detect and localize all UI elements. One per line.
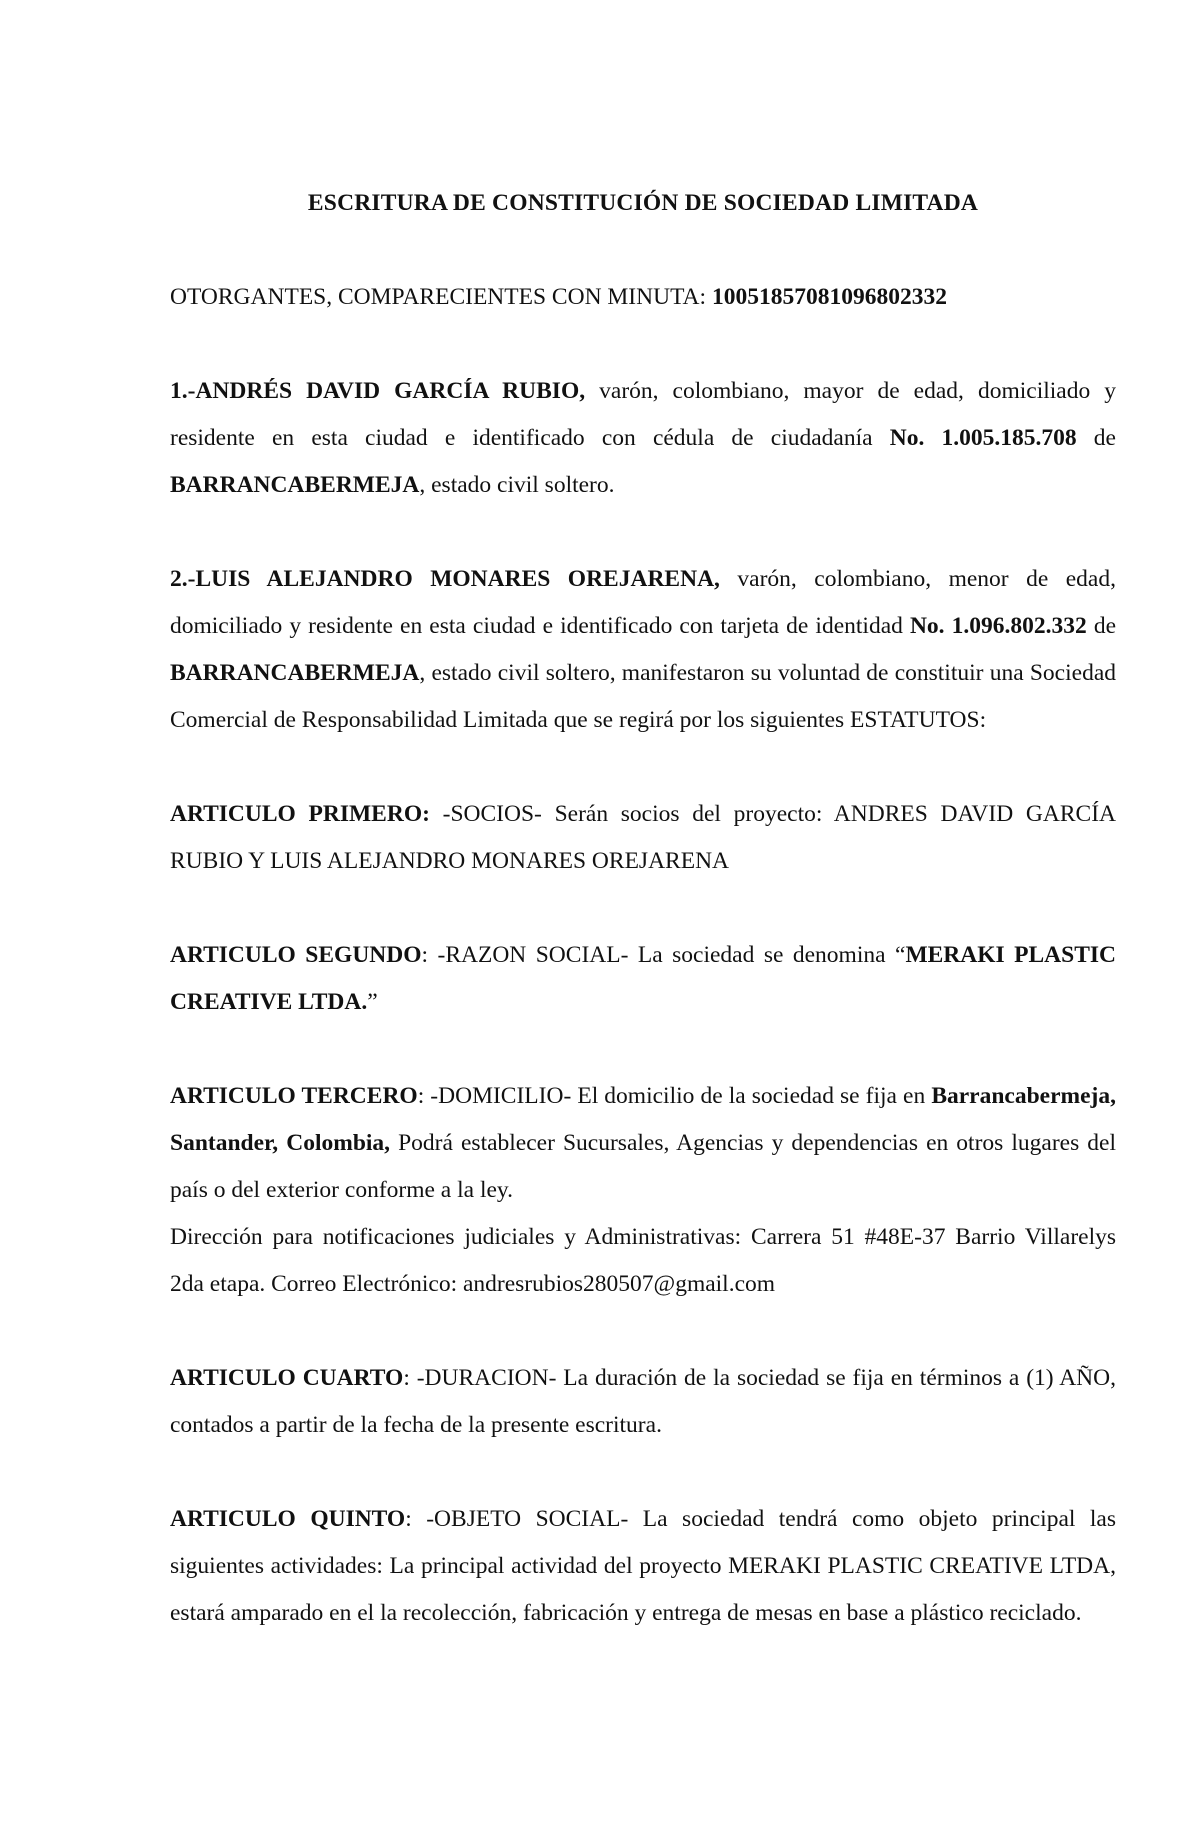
article-1-paragraph [170,791,1116,885]
article-2-paragraph [170,932,1116,1026]
party-1-text-b: de [1076,425,1116,451]
company-name: MERAKI PLASTIC CREATIVE LTDA. [170,942,1116,1015]
party-1-paragraph [170,368,1116,509]
party-2-text-c: , estado civil soltero, manifestaron su voluntad de constituir una Sociedad Comercial de Responsabilidad Limitada que se regirá por los siguientes ESTATUTOS: [170,660,1116,733]
document-body [170,180,1116,1684]
party-1-name: 1.-ANDRÉS DAVID GARCÍA RUBIO, [170,378,586,404]
article-3-paragraph [170,1073,1116,1214]
notification-address: Dirección para notificaciones judiciales y Administrativas: Carrera 51 #48E-37 Barrio Villarelys 2da etapa. Correo Electrónico: andresrubios280507@gmail.com [170,1224,1116,1297]
party-2-city: BARRANCABERMEJA [170,660,420,686]
article-2-text-a: : -RAZON SOCIAL- La sociedad se denomina “ [421,942,906,968]
article-4-heading: ARTICULO CUARTO [170,1365,404,1391]
otorgantes-line [170,274,1116,321]
party-1-id: No. 1.005.185.708 [889,425,1077,451]
party-2-text-a: varón, colombiano, menor de edad, domiciliado y residente en esta ciudad e identificado con tarjeta de identidad [170,566,1116,639]
party-2-paragraph [170,556,1116,744]
article-4-paragraph [170,1355,1116,1449]
article-3-heading: ARTICULO TERCERO [170,1083,418,1109]
article-5-text: : -OBJETO SOCIAL- La sociedad tendrá como objeto principal las siguientes actividades: La principal actividad del proyecto MERAKI PLASTIC CREATIVE LTDA, estará amparado en el la recolección, fabricación y entrega de mesas en base a plástico reciclado. [170,1506,1116,1626]
article-2-heading: ARTICULO SEGUNDO [170,942,422,968]
article-1-text: -SOCIOS- Serán socios del proyecto: ANDRES DAVID GARCÍA RUBIO Y LUIS ALEJANDRO MONARES OREJARENA [170,801,1116,874]
party-1-text-a: varón, colombiano, mayor de edad, domiciliado y residente en esta ciudad e identificado con cédula de ciudadanía [170,378,1116,451]
article-3-text-a: : -DOMICILIO- El domicilio de la sociedad se fija en [417,1083,932,1109]
article-5-heading: ARTICULO QUINTO [170,1506,406,1532]
article-5-paragraph [170,1496,1116,1637]
party-2-id: No. 1.096.802.332 [909,613,1087,639]
article-1-heading: ARTICULO PRIMERO: [170,801,430,827]
article-4-text: : -DURACION- La duración de la sociedad se fija en términos a (1) AÑO, contados a partir de la fecha de la presente escritura. [170,1365,1117,1438]
article-3-text-b: Podrá establecer Sucursales, Agencias y dependencias en otros lugares del país o del exterior conforme a la ley. [170,1130,1116,1203]
otorgantes-label: OTORGANTES, COMPARECIENTES CON MINUTA: [170,284,712,310]
document-title: ESCRITURA DE CONSTITUCIÓN DE SOCIEDAD LIMITADA [307,190,979,216]
domicile-place: Barrancabermeja, Santander, Colombia, [170,1083,1116,1156]
party-2-text-b: de [1086,613,1116,639]
party-2-name: 2.-LUIS ALEJANDRO MONARES OREJARENA, [170,566,720,592]
article-2-text-b: ” [367,989,378,1015]
party-1-text-c: , estado civil soltero. [419,472,615,498]
minuta-number: 10051857081096802332 [711,284,947,310]
party-1-city: BARRANCABERMEJA [170,472,420,498]
